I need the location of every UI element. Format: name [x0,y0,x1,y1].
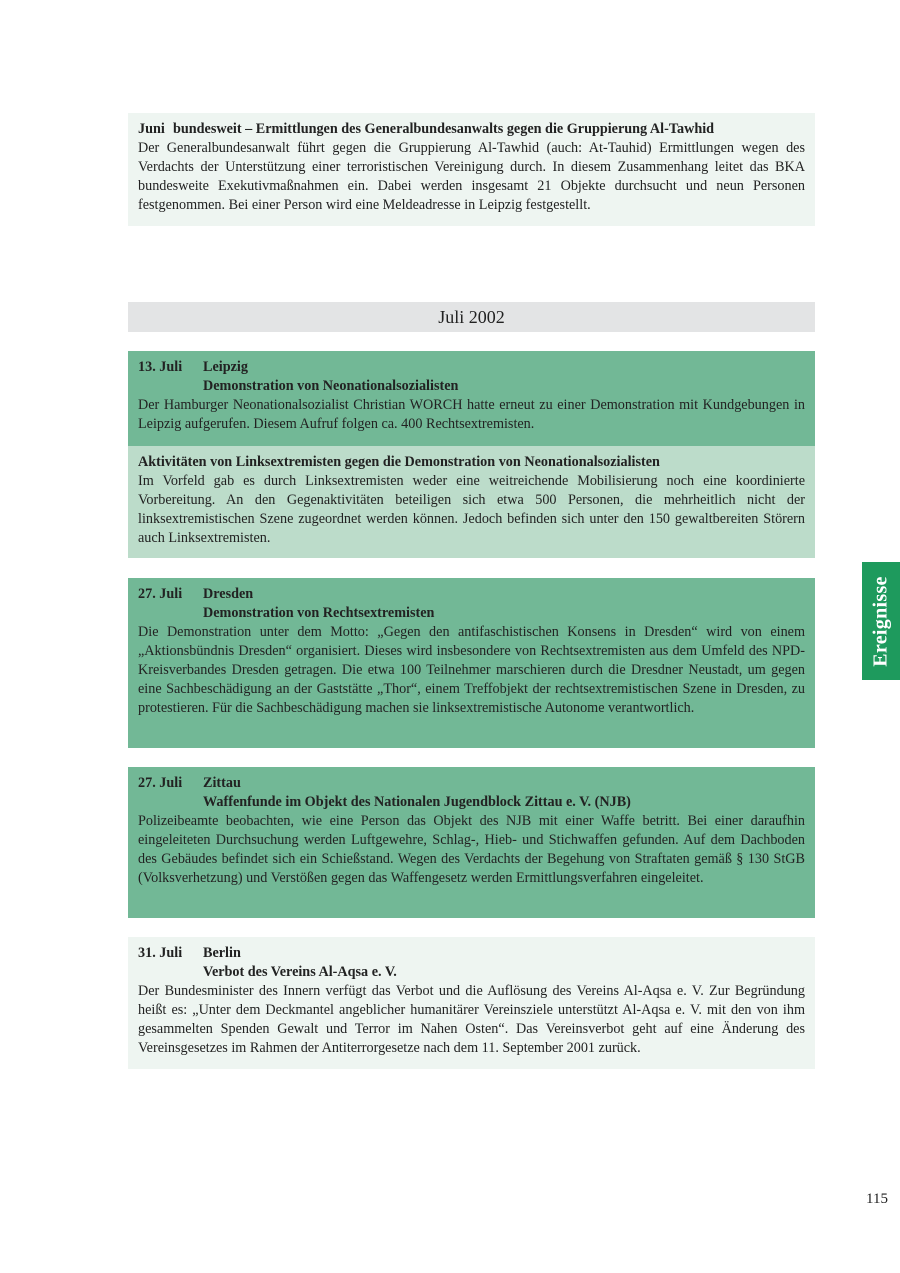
event-leipzig-date: 13. Juli [138,359,183,375]
event-zittau-title: Waffenfunde im Objekt des Nationalen Jugendblock Zittau e. V. (NJB) [203,794,631,810]
event-juni-box [128,113,815,226]
event-berlin-header [138,944,805,963]
event-juni-body: Der Generalbundesanwalt führt gegen die Gruppierung Al-Tawhid (auch: At-Tauhid) Ermittlungen wegen des Verdachts der Unterstützung einer terroristischen Vereinigung durch. In diesem Zusammenhang leitet das BKA bundesweite Exekutivmaßnahmen ein. Dabei werden insgesamt 21 Objekte durchsucht und neun Personen festgenommen. Bei einer Person wird eine Meldeadresse in Leipzig festgestellt. [138,140,805,213]
event-zittau-body: Polizeibeamte beobachten, wie eine Person das Objekt des NJB mit einer Waffe betritt. Bei einer daraufhin eingeleiteten Durchsuchung werden Luftgewehre, Schlag-, Hieb- und Stichwaffen gefunden. Auf dem Dachboden des Gebäudes befindet sich ein Schießstand. Wegen des Verdachts der Begehung von Straftaten gemäß § 130 StGB (Volksverhetzung) und Verstößen gegen das Waffengesetz werden Ermittlungsverfahren eingeleitet. [138,813,805,886]
event-dresden-header [138,585,805,604]
event-zittau-place: Zittau [203,775,241,791]
event-berlin-box [128,937,815,1069]
event-zittau-box [128,767,815,918]
event-leipzig-body: Der Hamburger Neonationalsozialist Christian WORCH hatte erneut zu einer Demonstration mit Kundgebungen in Leipzig aufgerufen. Diesem Aufruf folgen ca. 400 Rechtsextremisten. [138,397,805,432]
event-berlin-title: Verbot des Vereins Al-Aqsa e. V. [203,964,397,980]
event-leipzig-sub-heading: Aktivitäten von Linksextremisten gegen die Demonstration von Neonationalsozialisten [138,454,660,470]
event-berlin-date: 31. Juli [138,945,183,961]
section-side-tab [862,562,900,680]
event-berlin-place: Berlin [203,945,241,961]
event-dresden-box [128,578,815,748]
event-leipzig-header [138,358,805,377]
event-leipzig-place: Leipzig [203,359,248,375]
page-number: 115 [866,1191,888,1207]
event-leipzig-title: Demonstration von Neonationalsozialisten [203,378,459,394]
event-leipzig-sub-box [128,446,815,558]
event-juni-heading [138,120,805,139]
event-dresden-title: Demonstration von Rechtsextremisten [203,605,435,621]
event-juni-date: Juni [138,121,165,137]
event-dresden-body: Die Demonstration unter dem Motto: „Gegen den antifaschistischen Konsens in Dresden“ wird von einem „Aktionsbündnis Dresden“ organisiert. Dieses wird insbesondere von Rechtsextremisten aus dem Umfeld des NPD-Kreisverbandes Dresden getragen. Die etwa 100 Teilnehmer marschieren durch die Dresdner Neustadt, um gegen eine Sachbeschädigung an der Gaststätte „Thor“, einem Treffobjekt der rechtsextremistischen Szene in Dresden, zu protestieren. Für die Sachbeschädigung machen sie linksextremistische Autonome verantwortlich. [138,624,805,716]
event-zittau-header [138,774,805,793]
event-leipzig-box [128,351,815,446]
event-dresden-date: 27. Juli [138,586,183,602]
section-side-tab-label: Ereignisse [869,575,892,667]
event-juni-title: bundesweit – Ermittlungen des Generalbundesanwalts gegen die Gruppierung Al-Tawhid [173,121,715,137]
event-leipzig-sub-body: Im Vorfeld gab es durch Linksextremisten weder eine weitreichende Mobilisierung noch eine koordinierte Vorbereitung. An den Gegenaktivitäten beteiligen sich etwa 500 Personen, die mehrheitlich nicht der linksextremistischen Szene zugeordnet werden können. Jedoch befinden sich unter den 150 gewaltbereiten Störern auch Linksextremisten. [138,473,805,546]
month-heading: Juli 2002 [128,302,815,332]
event-berlin-body: Der Bundesminister des Innern verfügt das Verbot und die Auflösung des Vereins Al-Aqsa e. V. Zur Begründung heißt es: „Unter dem Deckmantel angeblicher humanitärer Vereinsziele unterstützt Al-Aqsa e. V. mit den von ihm gesammelten Spenden Gewalt und Terror im Nahen Osten“. Das Vereinsverbot geht auf eine Änderung des Vereinsgesetzes im Rahmen der Antiterrorgesetze nach dem 11. September 2001 zurück. [138,983,805,1056]
event-dresden-place: Dresden [203,586,254,602]
event-zittau-date: 27. Juli [138,775,183,791]
